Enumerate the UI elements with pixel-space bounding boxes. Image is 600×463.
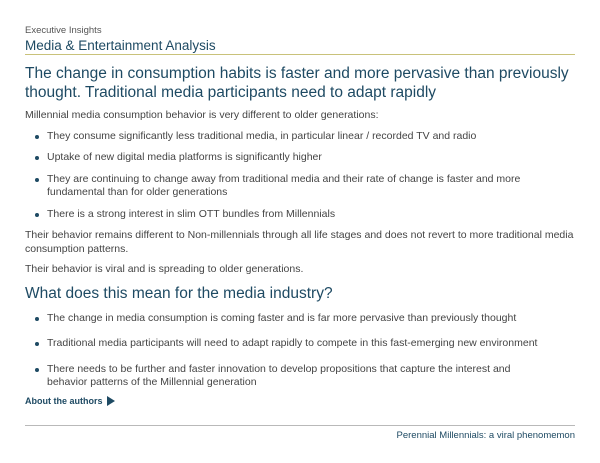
page-header: [25, 25, 216, 54]
bullet-dot-icon: [35, 317, 39, 321]
implications-heading: What does this mean for the media industry?: [25, 284, 333, 302]
bullet-dot-icon: [35, 342, 39, 346]
play-arrow-icon: [107, 396, 115, 406]
intro-paragraph: Millennial media consumption behavior is very different to older generations:: [25, 109, 379, 121]
section-title: Media & Entertainment Analysis: [25, 38, 216, 53]
bullet-text: They consume significantly less traditional media, in particular linear / recorded TV and radio: [47, 129, 477, 142]
bullet-dot-icon: [35, 135, 39, 139]
about-the-authors-label: About the authors: [25, 396, 103, 406]
implication-text: The change in media consumption is coming faster and is far more pervasive than previously thought: [47, 311, 517, 324]
implication-item: [25, 337, 547, 351]
bullet-item: [25, 151, 537, 165]
footer-report-title: Perennial Millennials: a viral phenomemon: [396, 430, 575, 441]
implication-item: [25, 312, 547, 326]
implication-text: Traditional media participants will need to adapt rapidly to compete in this fast-emerging new environment: [47, 337, 538, 349]
bullet-item: [25, 130, 537, 144]
about-the-authors-link[interactable]: [25, 396, 115, 406]
bullet-item: [25, 208, 537, 222]
behavior-bullet-list: [25, 130, 575, 222]
bullet-dot-icon: [35, 213, 39, 217]
bullet-item: [25, 173, 537, 200]
header-divider: [25, 54, 575, 55]
bullet-text: Uptake of new digital media platforms is significantly higher: [47, 151, 322, 163]
bullet-dot-icon: [35, 156, 39, 160]
eyebrow-label: Executive Insights: [25, 25, 102, 36]
bullet-dot-icon: [35, 368, 39, 372]
implication-text: There needs to be further and faster innovation to develop propositions that capture the interest and behavior patterns of the Millennial generation: [47, 362, 511, 388]
life-stages-paragraph: Their behavior remains different to Non-millennials through all life stages and does not revert to more traditional media consumption patterns.: [25, 229, 574, 255]
footer-divider: [25, 425, 575, 426]
page-headline: The change in consumption habits is faster and more pervasive than previously thought. Traditional media participants need to adapt rapidly: [25, 65, 569, 101]
bullet-text: They are continuing to change away from traditional media and their rate of change is faster and more fundamental than for older generations: [47, 172, 521, 198]
bullet-dot-icon: [35, 178, 39, 182]
bullet-text: There is a strong interest in slim OTT bundles from Millennials: [47, 207, 336, 220]
implications-bullet-list: [25, 312, 575, 390]
viral-paragraph: Their behavior is viral and is spreading to older generations.: [25, 263, 304, 275]
implication-item: [25, 363, 547, 390]
main-content: [25, 65, 575, 402]
